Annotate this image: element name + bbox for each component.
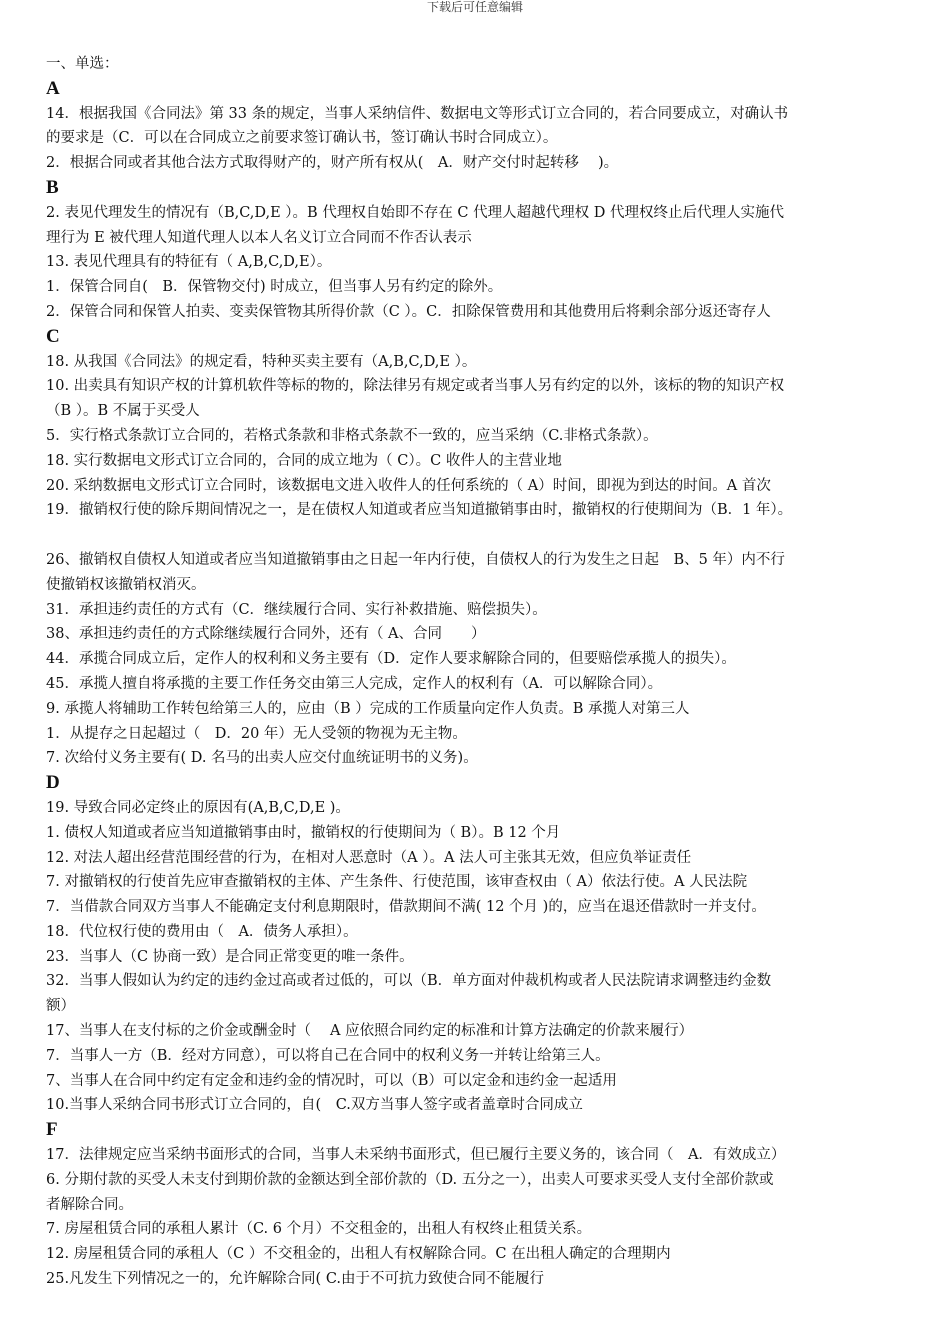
text-line: 7. 对撤销权的行使首先应审查撤销权的主体、产生条件、行使范围，该审查权由（ A）依法行使。A 人民法院 [46,874,748,891]
text-line: 的要求是（C．可以在合同成立之前要求签订确认书，签订确认书时合同成立）。 [46,130,558,147]
text-line: 7. 房屋租赁合同的承租人累计（C. 6 个月）不交租金的，出租人有权终止租赁关系。 [46,1221,592,1238]
text-line: 18. 从我国《合同法》的规定看，特种买卖主要有（A,B,C,D,E ）。 [46,353,477,370]
text-line: 者解除合同。 [46,1196,133,1213]
text-line: 7. 次给付义务主要有( D. 名马的出卖人应交付血统证明书的义务)。 [46,750,478,767]
text-line: 38、承担违约责任的方式除继续履行合同外，还有（ A、合同 ） [46,626,486,643]
text-line: 2. 表见代理发生的情况有（B,C,D,E ）。B 代理权自始即不存在 C 代理人超越代理权 D 代理权终止后代理人实施代 [46,204,784,221]
text-line: 12. 房屋租赁合同的承租人（C ）不交租金的，出租人有权解除合同。C 在出租人确定的合理期内 [46,1246,671,1263]
text-line: 44．承揽合同成立后，定作人的权利和义务主要有（D．定作人要求解除合同的，但要赔偿承揽人的损失）。 [46,651,736,668]
text-line: 32．当事人假如认为约定的违约金过高或者过低的，可以（B．单方面对仲裁机构或者人民法院请求调整违约金数 [46,973,772,990]
text-line: 17．法律规定应当采纳书面形式的合同，当事人未采纳书面形式，但已履行主要义务的，该合同（ A．有效成立） [46,1147,786,1164]
text-line: 20. 采纳数据电文形式订立合同时，该数据电文进入收件人的任何系统的（ A）时间，即视为到达的时间。A 首次 [46,477,771,494]
text-line: 45．承揽人擅自将承揽的主要工作任务交由第三人完成，定作人的权利有（A．可以解除合同）。 [46,675,663,692]
text-line: 使撤销权该撤销权消灭。 [46,576,206,593]
text-line: 7．当借款合同双方当事人不能确定支付利息期限时，借款期间不满( 12 个月 )的，应当在退还借款时一并支付。 [46,899,766,916]
section-heading: D [46,772,60,794]
text-line: （B ）。B 不属于买受人 [46,403,200,420]
text-line: 26、撤销权自债权人知道或者应当知道撤销事由之日起一年内行使，自债权人的行为发生之日起 B、5 年）内不行 [46,551,785,568]
section-heading: C [46,325,60,347]
text-line: 7、当事人在合同中约定有定金和违约金的情况时，可以（B）可以定金和违约金一起适用 [46,1072,617,1089]
text-line: 13. 表见代理具有的特征有（ A,B,C,D,E）。 [46,254,332,271]
text-line: 31．承担违约责任的方式有（C．继续履行合同、实行补救措施、赔偿损失）。 [46,601,547,618]
text-line: 1. 债权人知道或者应当知道撤销事由时，撤销权的行使期间为（ B）。B 12 个月 [46,824,561,841]
text-line: 23．当事人（C 协商一致）是合同正常变更的唯一条件。 [46,948,414,965]
text-line: 2．保管合同和保管人拍卖、变卖保管物其所得价款（C ）。C．扣除保管费用和其他费用后将剩余部分返还寄存人 [46,303,771,320]
text-line: 18．代位权行使的费用由（ A．债务人承担）。 [46,923,358,940]
text-line: 2．根据合同或者其他合法方式取得财产的，财产所有权从( A．财产交付时起转移 )。 [46,155,619,172]
section-heading: F [46,1119,58,1141]
section-heading: A [46,77,60,99]
text-line: 1．从提存之日起超过（ D．20 年）无人受领的物视为无主物。 [46,725,467,742]
text-line: 18. 实行数据电文形式订立合同的，合同的成立地为（ C）。C 收件人的主营业地 [46,452,562,469]
text-line: 14．根据我国《合同法》第 33 条的规定，当事人采纳信件、数据电文等形式订立合同的，若合同要成立，对确认书 [46,105,789,122]
text-line: 6. 分期付款的买受人未支付到期价款的金额达到全部价款的（D. 五分之一），出卖人可要求买受人支付全部价款或 [46,1171,774,1188]
text-line: 9. 承揽人将辅助工作转包给第三人的，应由（B ）完成的工作质量向定作人负责。B 承揽人对第三人 [46,700,690,717]
text-line: 19．撤销权行使的除斥期间情况之一，是在债权人知道或者应当知道撤销事由时，撤销权的行使期间为（B．1 年）。 [46,502,793,519]
text-line: 5．实行格式条款订立合同的，若格式条款和非格式条款不一致的，应当采纳（C.非格式条款）。 [46,427,658,444]
text-line: 17、当事人在支付标的之价金或酬金时（ A 应依照合同约定的标准和计算方法确定的价款来履行） [46,1023,694,1040]
text-line: 25.凡发生下列情况之一的，允许解除合同( C.由于不可抗力致使合同不能履行 [46,1271,545,1288]
page-header: 下载后可任意编辑 [426,0,523,14]
section-heading: B [46,176,59,198]
text-line: 1．保管合同自( B．保管物交付) 时成立，但当事人另有约定的除外。 [46,279,503,296]
text-line: 一、单选： [46,56,119,72]
text-line: 19. 导致合同必定终止的原因有(A,B,C,D,E )。 [46,799,350,816]
text-line: 10. 出卖具有知识产权的计算机软件等标的物的，除法律另有规定或者当事人另有约定的以外，该标的物的知识产权 [46,378,785,395]
text-line: 10.当事人采纳合同书形式订立合同的，自( C.双方当事人签字或者盖章时合同成立 [46,1097,583,1114]
blank-line [46,523,912,548]
text-line: 12. 对法人超出经营范围经营的行为，在相对人恶意时（A ）。A 法人可主张其无效，但应负举证责任 [46,849,692,866]
document-body [46,52,912,1292]
text-line: 额） [46,998,75,1015]
text-line: 理行为 E 被代理人知道代理人以本人名义订立合同而不作否认表示 [46,229,472,246]
text-line: 7．当事人一方（B．经对方同意），可以将自己在合同中的权利义务一并转让给第三人。 [46,1047,610,1064]
